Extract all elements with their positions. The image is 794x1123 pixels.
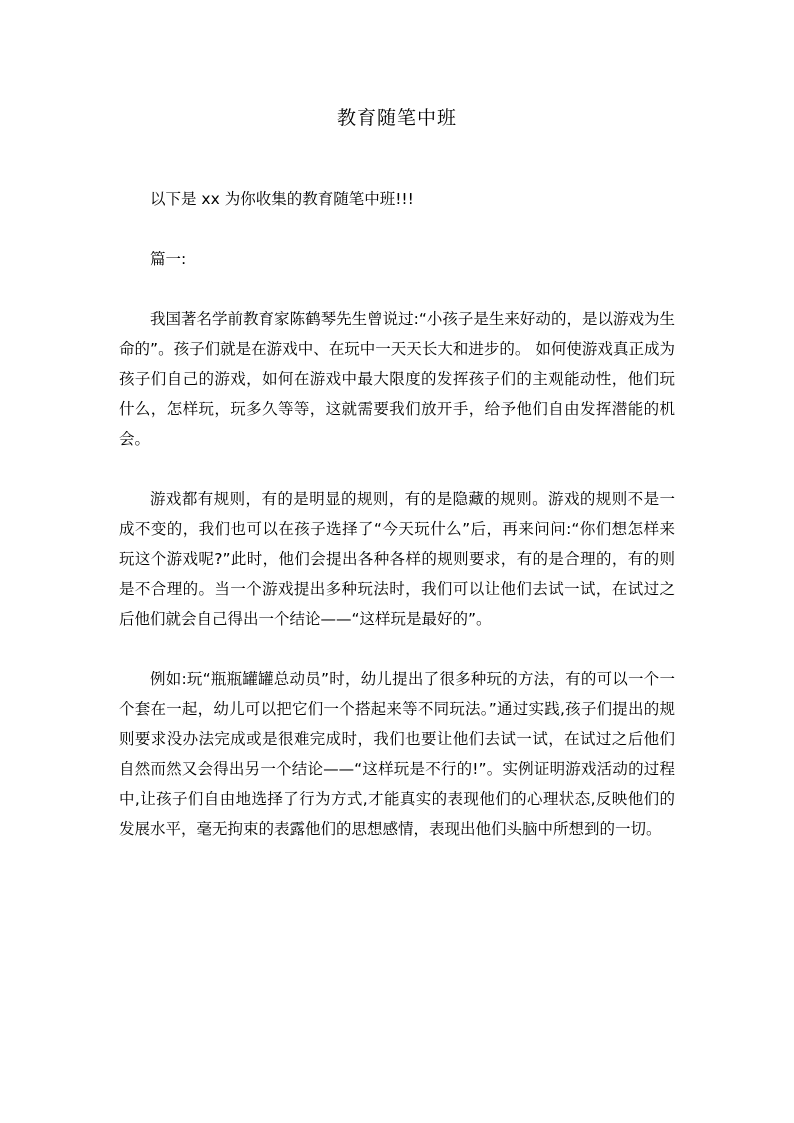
paragraph-gap <box>119 214 675 244</box>
body-paragraph-1: 我国著名学前教育家陈鹤琴先生曾说过:“小孩子是生来好动的，是以游戏为生命的”。孩子们就是在游戏中、在玩中一天天长大和进步的。 如何使游戏真正成为孩子们自己的游戏，如何在游戏中最大限度的发挥孩子们的主观能动性，他们玩什么，怎样玩，玩多久等等，这就需要我们放开手，给予他们自由发挥潜能的机会。 <box>119 310 675 448</box>
document-body <box>119 184 675 844</box>
document-title: 教育随笔中班 <box>336 107 457 129</box>
body-paragraph-3: 例如:玩“瓶瓶罐罐总动员”时，幼儿提出了很多种玩的方法，有的可以一个一个套在一起，幼儿可以把它们一个搭起来等不同玩法。”通过实践,孩子们提出的规则要求没办法完成或是很难完成时，我们也要让他们去试一试，在试过之后他们自然而然又会得出另一个结论——“这样玩是不行的!”。实例证明游戏活动的过程中,让孩子们自由地选择了行为方式,才能真实的表现他们的心理状态,反映他们的发展水平，毫无拘束的表露他们的思想感情，表现出他们头脑中所想到的一切。 <box>119 670 675 838</box>
paragraph-gap <box>119 454 675 484</box>
body-paragraph-2: 游戏都有规则，有的是明显的规则，有的是隐藏的规则。游戏的规则不是一成不变的，我们也可以在孩子选择了“今天玩什么”后，再来问问:“你们想怎样来玩这个游戏呢?”此时，他们会提出各种各样的规则要求，有的是合理的，有的则是不合理的。当一个游戏提出多种玩法时，我们可以让他们去试一试，在试过之后他们就会自己得出一个结论——“这样玩是最好的”。 <box>119 490 675 628</box>
section-heading: 篇一: <box>150 250 187 268</box>
paragraph-gap <box>119 634 675 664</box>
intro-paragraph: 以下是 xx 为你收集的教育随笔中班!!! <box>150 190 414 208</box>
paragraph-gap <box>119 274 675 304</box>
